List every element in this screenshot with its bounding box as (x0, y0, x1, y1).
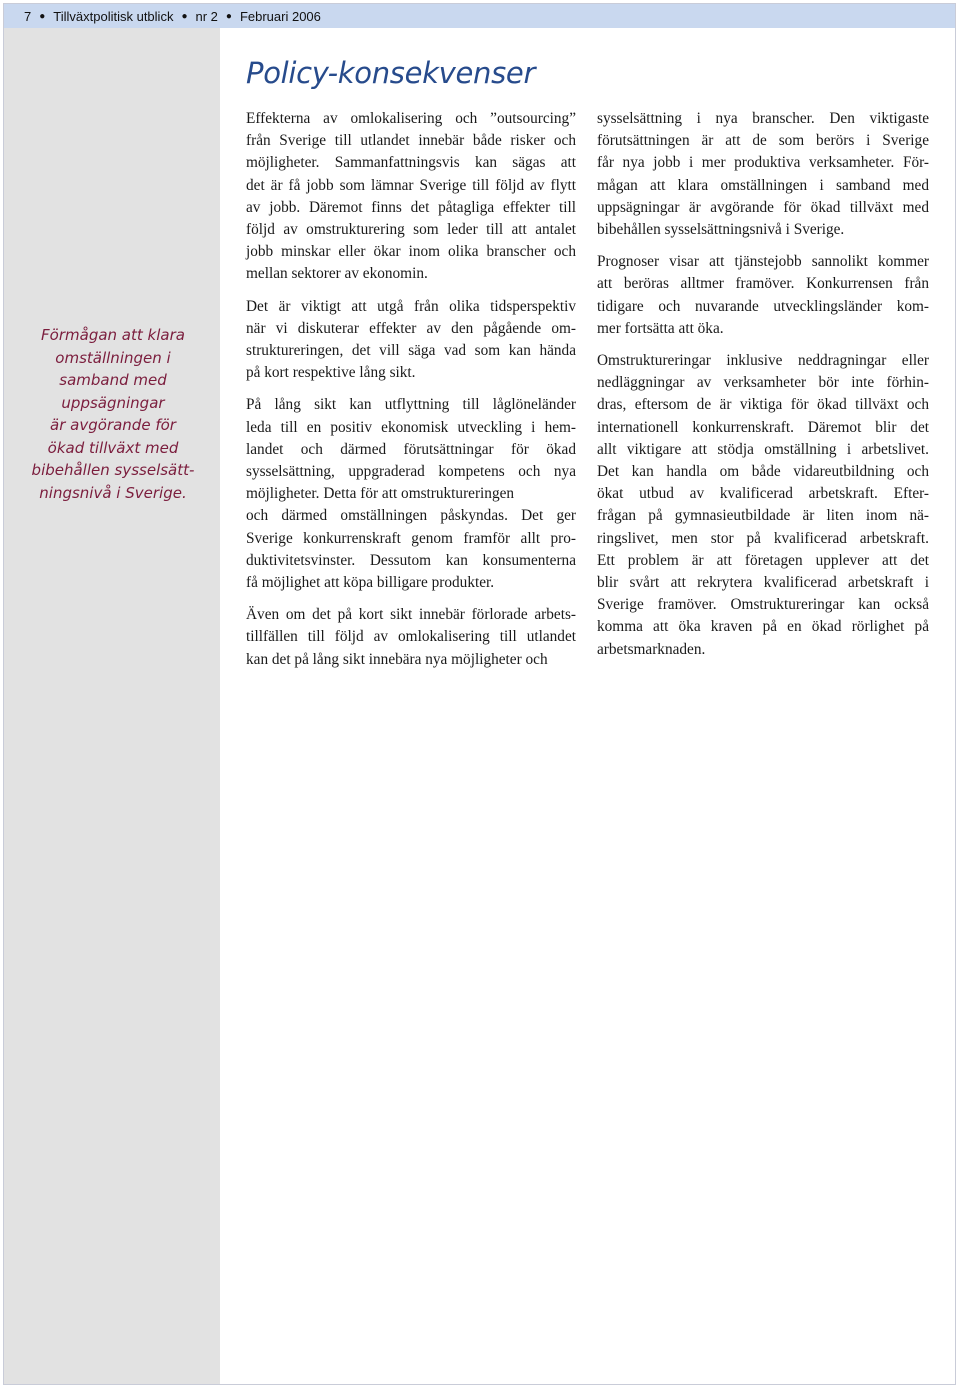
text-line: att beröras alltmer framöver. Konkurrensen från (597, 275, 929, 293)
paragraph (246, 108, 576, 286)
text-line: Ett problem är att företagen upplever att det (597, 551, 929, 569)
sidebar (4, 28, 220, 1384)
text-line: komma att öka kraven på en ökad rörlighet på (597, 618, 929, 636)
section-title: Policy-konsekvenser (246, 56, 536, 90)
text-line: Det är viktigt att utgå från olika tidsperspektiv (246, 297, 576, 315)
pull-quote-line: bibehållen sysselsätt- (31, 461, 195, 479)
page-number: 7 (24, 8, 32, 24)
paragraph (246, 296, 576, 385)
paragraph (597, 350, 929, 661)
text-line: möjligheter. Detta för att omstruktureringen (246, 485, 515, 503)
text-line: får nya jobb i mer produktiva verksamheter. För- (597, 154, 929, 172)
text-line: På lång sikt kan utflyttning till låglöneländer (246, 396, 576, 414)
text-line: sysselsättning i nya branscher. Den viktigaste (597, 110, 929, 127)
text-line: det är få jobb som lämnar Sverige till följd av flytt (246, 176, 576, 194)
text-line: Det kan handla om både vidareutbildning och (597, 463, 929, 481)
text-line: dras, eftersom de är viktiga för ökad tillväxt och (597, 396, 929, 414)
text-line: struktureringen, det vill säga vad som kan hända (246, 342, 576, 360)
text-line: uppsägningar är avgörande för ökad tillväxt med (597, 198, 929, 216)
text-line: Prognoser visar att tjänstejobb sannolikt kommer (597, 253, 929, 271)
text-line: internationell konkurrenskraft. Däremot blir det (597, 418, 929, 436)
text-line: ringslivet, men stor på kvalificerad arbetskraft. (597, 529, 929, 547)
bullet-separator: ● (225, 10, 232, 22)
text-line: bibehållen sysselsättningsnivå i Sverige. (597, 221, 845, 239)
text-line: förutsättningen är att de som berörs i Sverige (597, 132, 929, 150)
text-line: tillfällen till följd av omlokalisering till utlandet (246, 628, 576, 646)
text-line: frågan på gymnasieutbildade är liten inom nä- (597, 507, 929, 525)
text-line: arbetsmarknaden. (597, 640, 706, 658)
paragraph (597, 108, 929, 241)
issue-number: nr 2 (195, 8, 218, 24)
running-header (4, 4, 955, 28)
pull-quote-line: uppsägningar (61, 393, 165, 412)
text-line: Även om det på kort sikt innebär förlorade arbets- (246, 606, 576, 624)
text-line: av jobb. Däremot finns det påtagliga effekter till (246, 198, 576, 216)
text-line: mellan sektorer av ekonomin. (246, 265, 428, 283)
text-line: Omstruktureringar inklusive neddragningar eller (597, 352, 929, 370)
text-line: möjligheter. Sammanfattningsvis kan sägas att (246, 154, 576, 172)
pull-quote-line: ningsnivå i Sverige. (39, 483, 187, 502)
text-line: när vi diskuterar effekter av den pågående om- (246, 319, 576, 337)
pull-quote-line: Förmågan att klara (41, 326, 185, 344)
text-line: på kort respektive lång sikt. (246, 364, 416, 382)
pull-quote (20, 324, 206, 504)
text-line: tidigare och nuvarande utvecklingsländer kom- (597, 297, 929, 315)
text-line: leda till en positiv ekonomisk utveckling i hem- (246, 418, 576, 436)
text-line: få möjlighet att köpa billigare produkter. (246, 574, 495, 592)
bullet-separator: ● (39, 10, 46, 22)
pull-quote-line: är avgörande för (50, 416, 176, 434)
issue-date: Februari 2006 (239, 8, 321, 24)
text-line: ökat utbud av kvalificerad arbetskraft. Efter- (597, 485, 929, 503)
text-line: sysselsättning, uppgraderad kompetens och nya (246, 463, 576, 481)
publication-name: Tillväxtpolitisk utblick (53, 8, 174, 24)
pull-quote-line: ökad tillväxt med (47, 438, 179, 457)
text-line: landet och därmed förutsättningar för ökad (246, 440, 576, 458)
text-line: blir svårt att rekrytera kvalificerad arbetskraft i (597, 574, 929, 592)
paragraph (597, 251, 929, 340)
pull-quote-line: omställningen i (55, 348, 171, 367)
paragraph (246, 394, 576, 594)
pull-quote-line: samband med (59, 371, 167, 389)
text-line: Effekterna av omlokalisering och ”outsourcing” (246, 110, 576, 127)
text-line: Sverige framöver. Omstruktureringar kan också (597, 596, 929, 614)
text-line: mer fortsätta att öka. (597, 319, 724, 337)
paragraph (246, 604, 576, 671)
text-line: duktivitetsvinster. Dessutom kan konsumenterna (246, 551, 576, 569)
text-line: och därmed omställningen påskyndas. Det ger (246, 507, 576, 525)
bullet-separator: ● (181, 10, 188, 22)
text-line: från Sverige till utlandet innebär både risker och (246, 132, 576, 150)
right-text-column (597, 108, 929, 671)
text-line: jobb minskar eller ökar inom olika branscher och (246, 243, 576, 261)
text-line: mågan att klara omställningen i samband med (597, 176, 929, 194)
text-line: Sverige konkurrenskraft genom framför allt pro- (246, 529, 576, 547)
text-line: allt viktigare att stödja omställning i arbetslivet. (597, 440, 929, 458)
text-line: nedläggningar av verksamheter bör inte förhin- (597, 374, 929, 392)
left-text-column (246, 108, 576, 681)
text-line: kan det på lång sikt innebära nya möjligheter och (246, 650, 548, 668)
text-line: följd av omstrukturering som leder till att antalet (246, 221, 576, 239)
